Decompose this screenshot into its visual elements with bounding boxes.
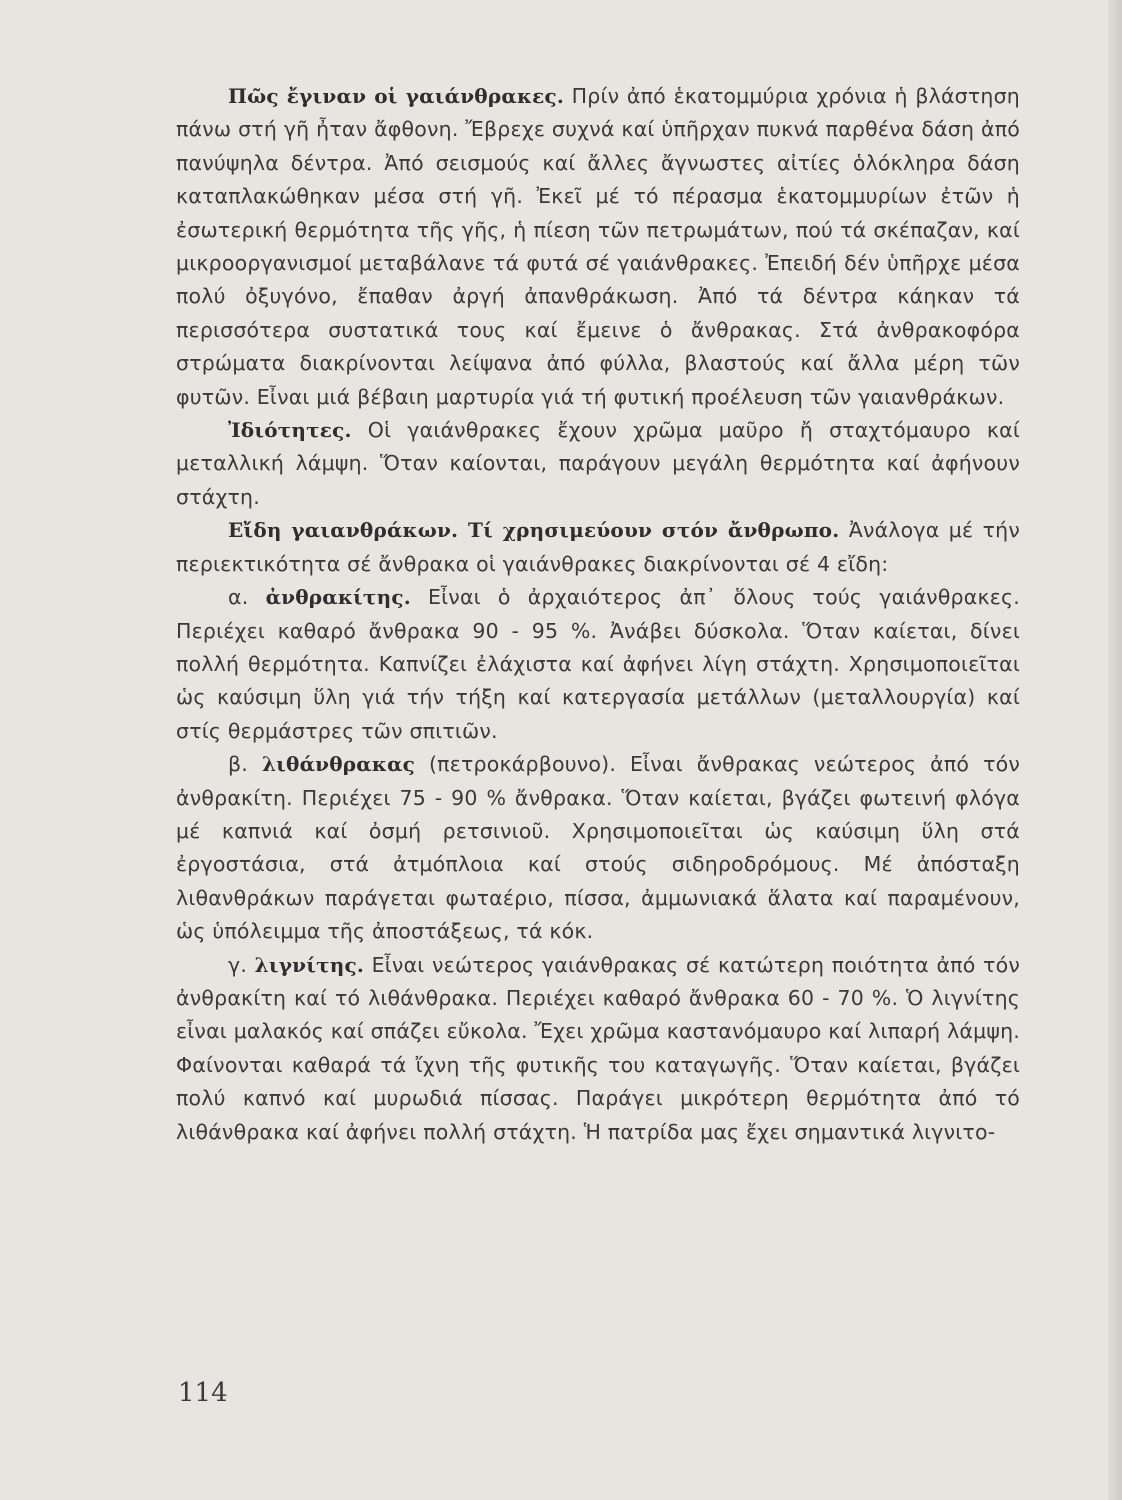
page-edge — [1108, 0, 1122, 1500]
page-number: 114 — [178, 1378, 228, 1408]
paragraph-bituminous — [176, 748, 1020, 948]
heading-types: Εἴδη γαιανθράκων. Τί χρησιμεύουν στόν ἄνθρωπο. — [228, 518, 840, 543]
text-lignite: Εἶναι νεώτερος γαιάνθρακας σέ κατώτερη ποιότητα ἀπό τόν ἀνθρακίτη καί τό λιθάνθρακα. Περιέχει καθαρό ἄνθρακα 60 - 70 %. Ὁ λιγνίτης εἶναι μαλακός καί σπάζει εὔκολα. Ἔχει χρῶμα καστανόμαυρο καί λιπαρή λάμψη. Φαίνονται καθαρά τά ἴχνη τῆς φυτικῆς του καταγωγῆς. Ὅταν καίεται, βγάζει πολύ καπνό καί μυρωδιά πίσσας. Παράγει μικρότερη θερμότητα ἀπό τό λιθάνθρακα καί ἀφήνει πολλή στάχτη. Ἡ πατρίδα μας ἔχει σημαντικά λιγνιτο- — [176, 952, 1020, 1144]
text-formation: Πρίν ἀπό ἑκατομμύρια χρόνια ἡ βλάστηση πάνω στή γῆ ἦταν ἄφθονη. Ἔβρεχε συχνά καί ὑπῆρχαν πυκνά παρθένα δάση ἀπό πανύψηλα δέντρα. Ἀπό σεισμούς καί ἄλλες ἄγνωστες αἰτίες ὁλόκληρα δάση καταπλακώθηκαν μέσα στή γῆ. Ἐκεῖ μέ τό πέρασμα ἑκατομμυρίων ἐτῶν ἡ ἐσωτερική θερμότητα τῆς γῆς, ἡ πίεση τῶν πετρωμάτων, πού τά σκέπαζαν, καί μικροοργανισμοί μεταβάλανε τά φυτά σέ γαιάνθρακες. Ἐπειδή δέν ὑπῆρχε μέσα πολύ ὀξυγόνο, ἔπαθαν ἀργή ἀπανθράκωση. Ἀπό τά δέντρα κάηκαν τά περισσότερα συστατικά τους καί ἔμεινε ὁ ἄνθρακας. Στά ἀνθρακοφόρα στρώματα διακρίνονται λείψανα ἀπό φύλλα, βλαστούς καί ἄλλα μέρη τῶν φυτῶν. Εἶναι μιά βέβαιη μαρτυρία γιά τή φυτική προέλευση τῶν γαιανθράκων. — [176, 84, 1020, 409]
text-properties: Οἱ γαιάνθρακες ἔχουν χρῶμα μαῦρο ἤ σταχτόμαυρο καί μεταλλική λάμψη. Ὅταν καίονται, παράγουν μεγάλη θερμότητα καί ἀφήνουν στάχτη. — [176, 418, 1020, 509]
text-bituminous: (πετροκάρβουνο). Εἶναι ἄνθρακας νεώτερος ἀπό τόν ἀνθρακίτη. Περιέχει 75 - 90 % ἄνθρακα. Ὅταν καίεται, βγάζει φωτεινή φλόγα μέ καπνιά καί ὀσμή ρετσινιοῦ. Χρησιμοποιεῖται ὡς καύσιμη ὕλη στά ἐργοστάσια, στά ἀτμόπλοια καί στούς σιδηροδρόμους. Μέ ἀπόσταξη λιθανθράκων παράγεται φωταέριο, πίσσα, ἀμμωνιακά ἅλατα καί παραμένουν, ὡς ὑπόλειμμα τῆς ἀποστάξεως, τά κόκ. — [176, 752, 1021, 944]
paragraph-types — [176, 514, 1020, 581]
paragraph-anthracite — [176, 581, 1020, 748]
text-types: Ἀνάλογα μέ τήν περιεκτικότητα σέ ἄνθρακα οἱ γαιάνθρακες διακρίνονται σέ 4 εἴδη: — [176, 518, 1020, 576]
body-text — [176, 80, 1020, 1149]
heading-bituminous: λιθάνθρακας — [261, 752, 416, 777]
paragraph-lignite — [176, 949, 1020, 1149]
heading-formation: Πῶς ἔγιναν οἱ γαιάνθρακες. — [228, 84, 565, 108]
prefix-lignite: γ. — [228, 952, 255, 977]
paragraph-properties — [176, 414, 1020, 514]
prefix-bituminous: β. — [228, 752, 262, 777]
heading-lignite: λιγνίτης. — [254, 952, 365, 977]
heading-anthracite: ἀνθρακίτης. — [265, 585, 411, 610]
text-anthracite: Εἶναι ὁ ἀρχαιότερος ἀπ᾿ ὅλους τούς γαιάνθρακες. Περιέχει καθαρό ἄνθρακα 90 - 95 %. Ἀνάβει δύσκολα. Ὅταν καίεται, δίνει πολλή θερμότητα. Καπνίζει ἐλάχιστα καί ἀφήνει λίγη στάχτη. Χρησιμοποιεῖται ὡς καύσιμη ὕλη γιά τήν τήξη καί κατεργασία μετάλλων (μεταλλουργία) καί στίς θερμάστρες τῶν σπιτιῶν. — [176, 585, 1020, 743]
prefix-anthracite: α. — [228, 585, 266, 610]
heading-properties: Ἰδιότητες. — [228, 418, 352, 443]
paragraph-formation — [176, 80, 1020, 414]
